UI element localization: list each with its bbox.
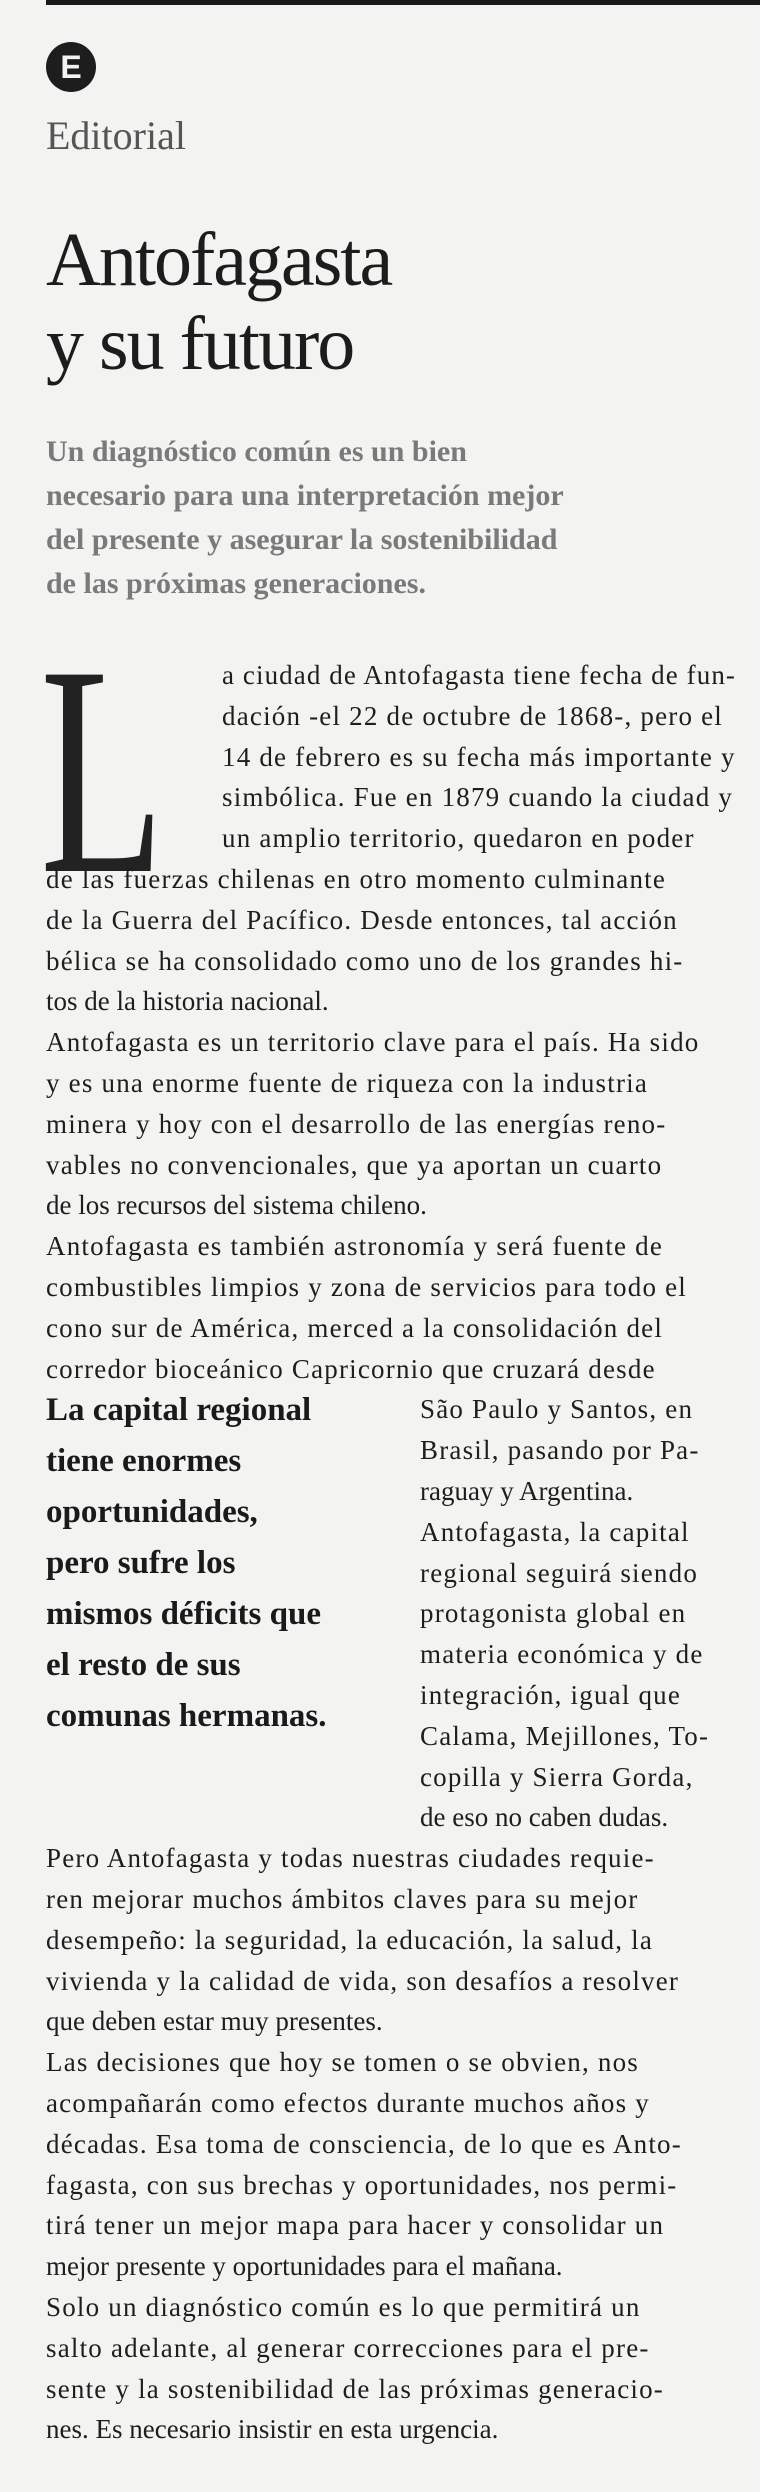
headline — [46, 218, 726, 386]
article-line: desempeño: la seguridad, la educación, la salud, la — [46, 1924, 654, 1955]
pull-quote-line: pero sufre los — [46, 1545, 236, 1581]
article-line: de la Guerra del Pacífico. Desde entonces, tal acción — [46, 904, 678, 935]
drop-cap: L — [40, 604, 165, 936]
article-line: corredor bioceánico Capricornio que cruzará desde — [46, 1353, 656, 1384]
article-line: décadas. Esa toma de consciencia, de lo que es Anto- — [46, 2128, 682, 2159]
article-line: que deben estar muy presentes. — [46, 2006, 383, 2037]
article-line: Antofagasta, la capital — [420, 1516, 690, 1547]
article-line: tos de la historia nacional. — [46, 986, 329, 1017]
article-line: Antofagasta es un territorio clave para el país. Ha sido — [46, 1027, 700, 1058]
article-line: regional seguirá siendo — [420, 1557, 699, 1588]
article-line: salto adelante, al generar correcciones para el pre- — [46, 2332, 650, 2363]
article-line: de las fuerzas chilenas en otro momento culminante — [46, 864, 667, 894]
article-line: y es una enorme fuente de riqueza con la industria — [46, 1068, 649, 1098]
article-line: Las decisiones que hoy se tomen o se obvien, nos — [46, 2047, 639, 2078]
editorial-badge: E — [46, 42, 96, 92]
article-line: vables no convencionales, que ya aportan un cuarto — [46, 1149, 663, 1180]
pull-quote — [46, 1385, 406, 1742]
article-line: sente y la sostenibilidad de las próximas generacio- — [46, 2373, 664, 2404]
article-line: Solo un diagnóstico común es lo que permitirá un — [46, 2292, 641, 2322]
headline-line: Antofagasta — [46, 218, 392, 302]
article-line: vivienda y la calidad de vida, son desafíos a resolver — [46, 1965, 680, 1996]
pull-quote-line: oportunidades, — [46, 1494, 258, 1530]
article-line: integración, igual que — [420, 1680, 682, 1710]
deck-line: necesario para una interpretación mejor — [46, 479, 564, 512]
article-line: minera y hoy con el desarrollo de las energías reno- — [46, 1108, 667, 1139]
section-label: Editorial — [46, 113, 186, 158]
article-line: Antofagasta es también astronomía y será fuente de — [46, 1231, 664, 1262]
article-line: de eso no caben dudas. — [420, 1802, 669, 1833]
pull-quote-line: comunas hermanas. — [46, 1698, 327, 1734]
pull-quote-line: mismos déficits que — [46, 1596, 321, 1632]
article-line: dación -el 22 de octubre de 1868-, pero el — [222, 700, 723, 731]
article-line: a ciudad de Antofagasta tiene fecha de fun- — [222, 660, 736, 690]
article-line: materia económica y de — [420, 1639, 704, 1670]
article-line: acompañarán como efectos durante muchos años y — [46, 2088, 650, 2118]
deck — [46, 430, 736, 606]
pull-quote-line: tiene enormes — [46, 1443, 242, 1479]
article-line: un amplio territorio, quedaron en poder — [222, 823, 695, 854]
article-line: simbólica. Fue en 1879 cuando la ciudad y — [222, 782, 734, 813]
article-line: tirá tener un mejor mapa para hacer y consolidar un — [46, 2210, 665, 2241]
article-line: 14 de febrero es su fecha más importante y — [222, 741, 736, 772]
article-line: combustibles limpios y zona de servicios para todo el — [46, 1272, 687, 1302]
article-line: cono sur de América, merced a la consolidación del — [46, 1312, 664, 1343]
pull-quote-line: el resto de sus — [46, 1647, 241, 1683]
article-line: copilla y Sierra Gorda, — [420, 1761, 694, 1792]
article-line: ren mejorar muchos ámbitos claves para su mejor — [46, 1884, 639, 1914]
article-line: mejor presente y oportunidades para el mañana. — [46, 2251, 563, 2282]
article-line: Pero Antofagasta y todas nuestras ciudades requie- — [46, 1843, 655, 1874]
pull-quote-line: La capital regional — [46, 1392, 312, 1428]
top-rule — [46, 0, 760, 5]
deck-line: de las próximas generaciones. — [46, 567, 426, 600]
article-line: protagonista global en — [420, 1598, 687, 1629]
deck-line: Un diagnóstico común es un bien — [46, 435, 467, 468]
article-line: nes. Es necesario insistir en esta urgencia. — [46, 2414, 499, 2445]
article-line: bélica se ha consolidado como uno de los grandes hi- — [46, 945, 684, 976]
article-line: raguay y Argentina. — [420, 1476, 634, 1506]
deck-line: del presente y asegurar la sostenibilidad — [46, 523, 558, 556]
article-line: Brasil, pasando por Pa- — [420, 1435, 700, 1466]
article-line: de los recursos del sistema chileno. — [46, 1190, 427, 1221]
headline-line: y su futuro — [46, 302, 354, 386]
article-line: Calama, Mejillones, To- — [420, 1720, 710, 1751]
article-line: São Paulo y Santos, en — [420, 1394, 694, 1425]
article-line: fagasta, con sus brechas y oportunidades, nos permi- — [46, 2169, 678, 2200]
